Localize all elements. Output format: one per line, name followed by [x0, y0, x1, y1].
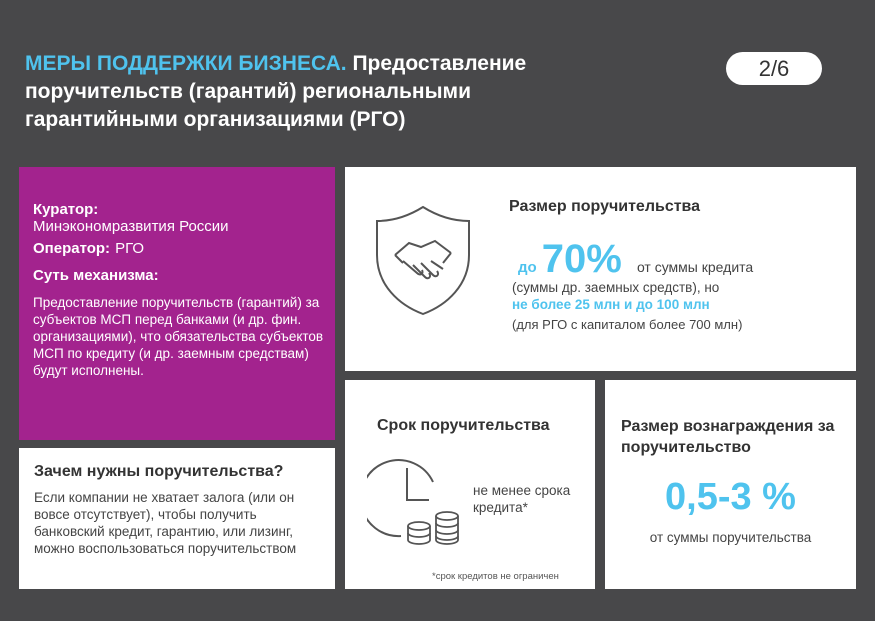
guarantee-size-line	[518, 237, 753, 282]
title-accent: МЕРЫ ПОДДЕРЖКИ БИЗНЕСА.	[25, 52, 347, 75]
fee-heading: Размер вознаграждения за поручительство	[621, 418, 835, 456]
term-footnote: *срок кредитов не ограничен	[432, 571, 559, 582]
info-panel	[19, 167, 335, 440]
clock-coins-icon	[367, 456, 467, 548]
why-panel	[19, 448, 335, 589]
shield-handshake-icon	[373, 203, 473, 318]
term-panel	[345, 380, 595, 589]
fee-panel	[605, 380, 856, 589]
fee-subtext: от суммы поручительства	[649, 530, 812, 545]
mechanism-text: Предоставление поручительств (гарантий) за субъектов МСП перед банками (и др. фин. организациями), что обязательства субъектов МСП по кредиту (и др. заемным средствам) будут исполнены.	[33, 295, 324, 378]
guarantee-size-heading: Размер поручительства	[509, 198, 701, 215]
term-text: не менее срока кредита*	[473, 483, 571, 515]
why-text: Если компании не хватает залога (или он вовсе отсутствует), чтобы получить банковский кредит, гарантию, или лизинг, можно воспользоваться поручительством	[34, 490, 297, 556]
curator-label: Куратор:	[33, 201, 99, 218]
mechanism-label: Суть механизма:	[33, 267, 159, 284]
term-heading: Срок поручительства	[377, 417, 550, 434]
guarantee-size-panel	[345, 167, 856, 371]
operator-value: РГО	[115, 240, 145, 257]
guarantee-size-line2: (суммы др. заемных средств), но	[512, 280, 720, 295]
guarantee-size-value: 70%	[541, 237, 622, 281]
guarantee-size-note: (для РГО с капиталом более 700 млн)	[512, 317, 743, 332]
page-title	[25, 50, 625, 134]
operator-label: Оператор:	[33, 240, 111, 257]
guarantee-size-suffix: от суммы кредита	[636, 259, 754, 275]
page-indicator: 2/6	[726, 52, 822, 85]
fee-value: 0,5-3 %	[665, 476, 796, 518]
curator-value: Минэкономразвития России	[33, 218, 229, 235]
why-heading: Зачем нужны поручительства?	[34, 463, 284, 480]
guarantee-size-prefix: до	[518, 259, 537, 276]
title-text: Предоставление поручительств (гарантий) региональными гарантийными организациями (РГО)	[25, 52, 527, 131]
guarantee-size-limit: не более 25 млн и до 100 млн	[512, 297, 710, 312]
